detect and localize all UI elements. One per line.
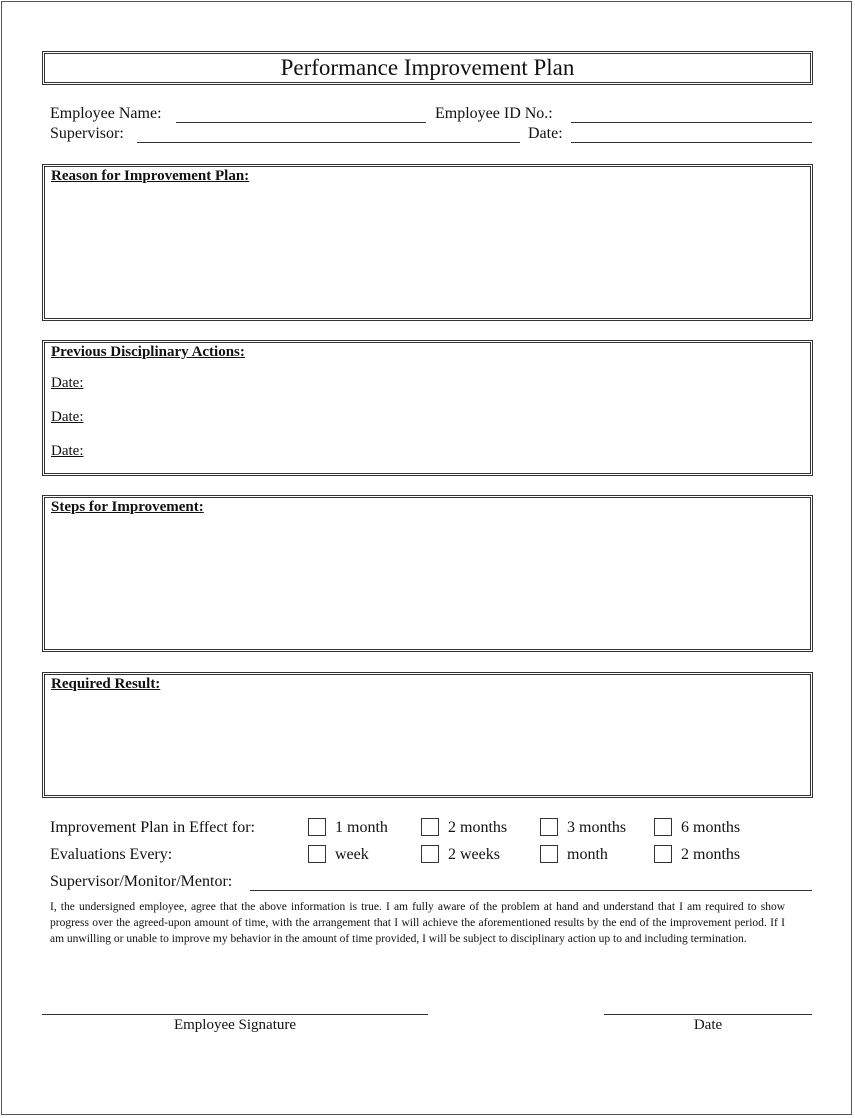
mentor-label: Supervisor/Monitor/Mentor: [50, 873, 233, 890]
checkbox-effect-1-month[interactable] [308, 818, 326, 836]
form-title: Performance Improvement Plan [42, 51, 813, 85]
checkbox-effect-6-months[interactable] [654, 818, 672, 836]
steps-section[interactable] [42, 495, 813, 652]
plan-effect-label: Improvement Plan in Effect for: [50, 819, 255, 836]
option-effect-1-month: 1 month [335, 819, 388, 836]
checkbox-eval-2-weeks[interactable] [421, 845, 439, 863]
option-effect-2-months: 2 months [448, 819, 508, 836]
option-eval-week: week [335, 846, 369, 863]
reason-section[interactable] [42, 164, 813, 321]
checkbox-eval-month[interactable] [540, 845, 558, 863]
checkbox-effect-2-months[interactable] [421, 818, 439, 836]
checkbox-eval-2-months[interactable] [654, 845, 672, 863]
agreement-text: I, the undersigned employee, agree that the above information is true. I am fully aware of the problem at hand and understand that I am required to show progress over the agreed-upon amount of time, with the arrangement that I will achieve the aforementioned results by the end of the improvement period. If I am unwilling or unable to improve my behavior in the amount of time provided, I will be subject to disciplinary action up to and including termination. [50, 901, 785, 946]
date-field[interactable] [571, 142, 812, 143]
previous-action-date-2: Date: [51, 409, 84, 425]
signature-date-line[interactable] [604, 1014, 812, 1015]
steps-title: Steps for Improvement: [51, 499, 204, 515]
mentor-field[interactable] [250, 890, 812, 891]
checkbox-eval-week[interactable] [308, 845, 326, 863]
option-eval-month: month [567, 846, 608, 863]
employee-name-label: Employee Name: [50, 105, 162, 122]
reason-title: Reason for Improvement Plan: [51, 168, 250, 184]
option-eval-2-weeks: 2 weeks [448, 846, 500, 863]
previous-action-date-1: Date: [51, 375, 84, 391]
checkbox-effect-3-months[interactable] [540, 818, 558, 836]
employee-signature-label: Employee Signature [173, 1017, 297, 1033]
option-eval-2-months: 2 months [681, 846, 741, 863]
employee-id-label: Employee ID No.: [435, 105, 553, 122]
option-effect-3-months: 3 months [567, 819, 627, 836]
supervisor-field[interactable] [137, 142, 520, 143]
employee-id-field[interactable] [571, 122, 812, 123]
employee-signature-line[interactable] [42, 1014, 428, 1015]
date-label: Date: [528, 125, 563, 142]
option-effect-6-months: 6 months [681, 819, 741, 836]
required-result-section[interactable] [42, 672, 813, 798]
supervisor-label: Supervisor: [50, 125, 124, 142]
previous-action-date-3: Date: [51, 443, 84, 459]
signature-date-label: Date [693, 1017, 723, 1033]
previous-actions-section[interactable] [42, 340, 813, 476]
previous-actions-title: Previous Disciplinary Actions: [51, 344, 245, 360]
employee-name-field[interactable] [176, 122, 426, 123]
evaluations-label: Evaluations Every: [50, 846, 173, 863]
required-result-title: Required Result: [51, 676, 161, 692]
